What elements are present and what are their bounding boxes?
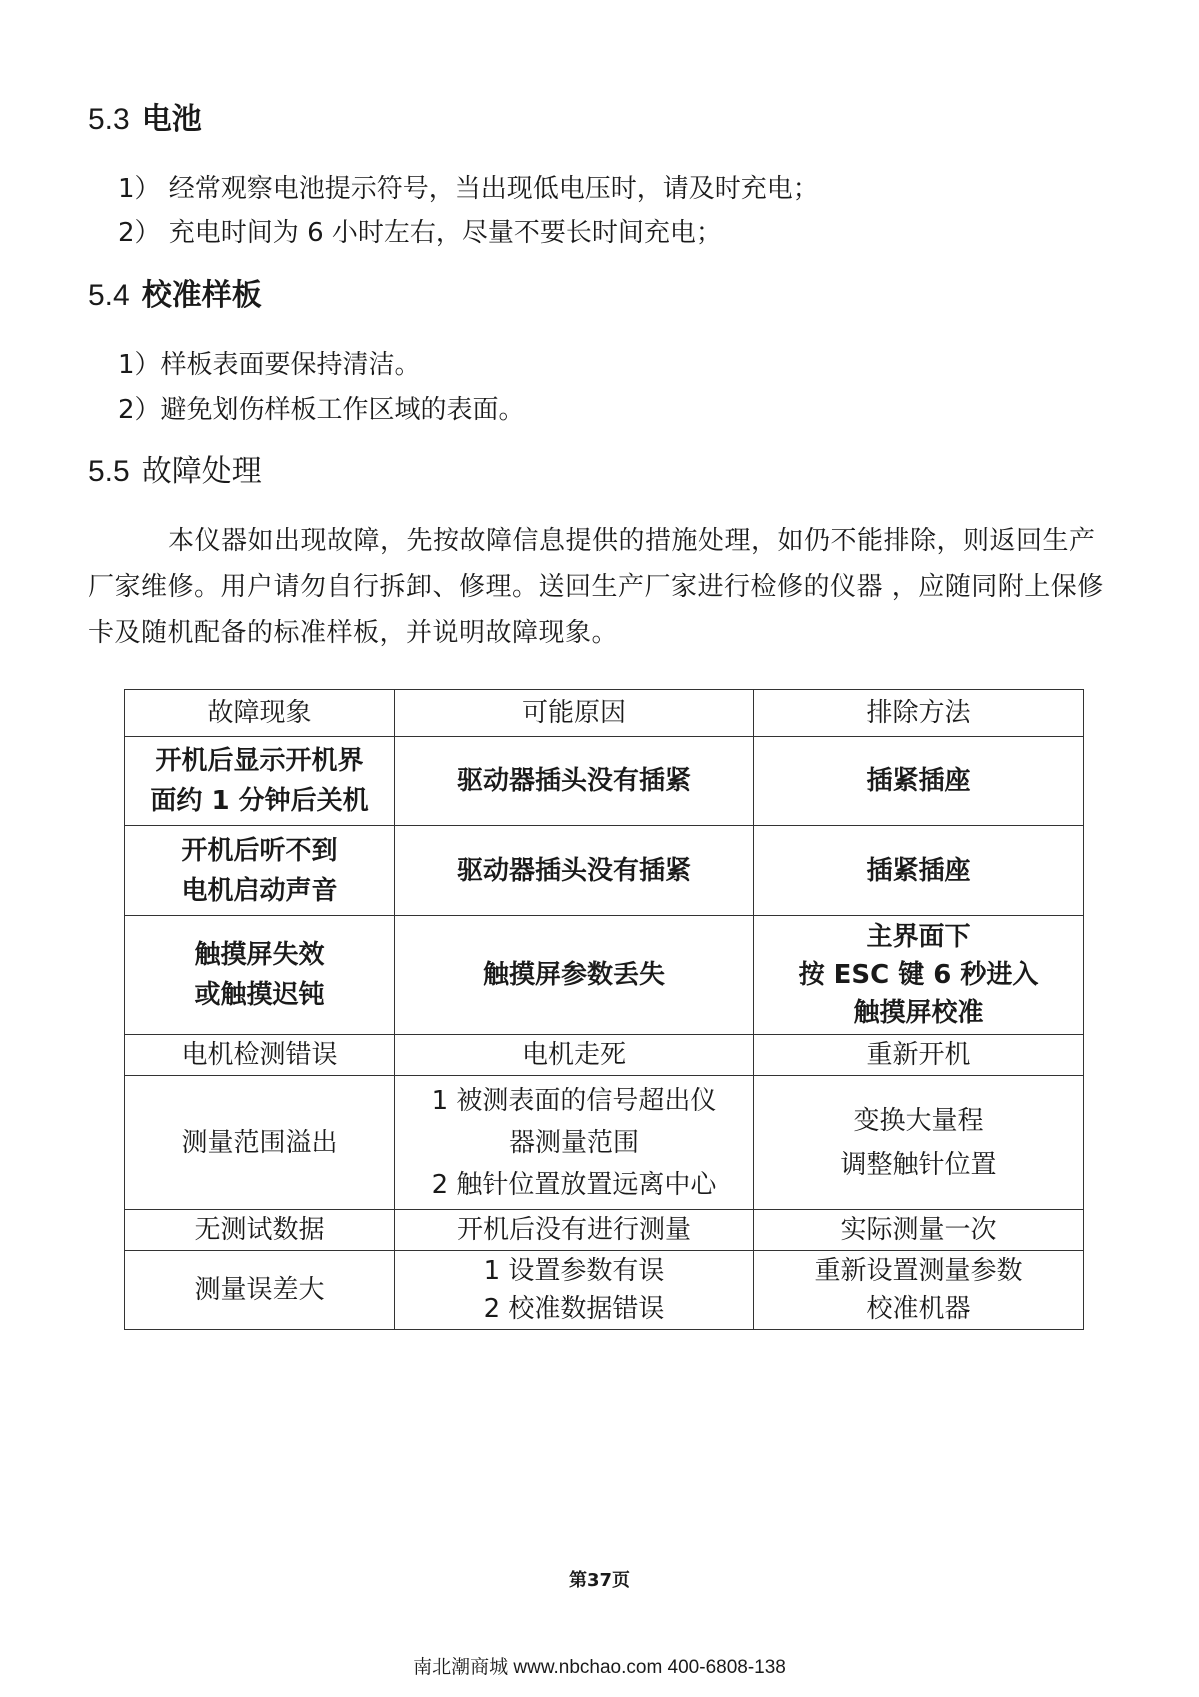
cell-line: 主界面下 — [866, 922, 971, 952]
table-header-row — [125, 690, 1084, 737]
cell-line: 测量误差大 — [194, 1275, 325, 1305]
cell-line: 按 ESC 键 6 秒进入 — [798, 960, 1039, 990]
header-cause: 可能原因 — [395, 690, 754, 737]
cell-line: 1 被测表面的信号超出仪 — [431, 1085, 717, 1116]
cell-line: 驱动器插头没有插紧 — [456, 855, 691, 886]
cause-cell — [395, 1035, 754, 1076]
cell-line: 触摸屏校准 — [853, 998, 984, 1028]
cell-line: 无测试数据 — [194, 1215, 325, 1245]
header-remedy: 排除方法 — [754, 690, 1084, 737]
cell-line: 测量范围溢出 — [181, 1127, 338, 1158]
footer-site-info: 南北潮商城 www.nbchao.com 400-6808-138 — [413, 1657, 786, 1678]
cell-line: 触摸屏失效 — [194, 940, 325, 970]
cell-line: 调整触针位置 — [840, 1149, 997, 1180]
cell-line: 驱动器插头没有插紧 — [456, 766, 691, 796]
symptom-cell — [125, 737, 395, 826]
remedy-cell — [754, 916, 1084, 1035]
section-number: 5.5 — [88, 455, 130, 488]
cell-line: 1 设置参数有误 — [483, 1256, 665, 1286]
list-item: 2）避免划伤样板工作区域的表面。 — [118, 395, 525, 425]
fault-table — [124, 689, 1084, 1330]
list-item: 2） 充电时间为 6 小时左右，尽量不要长时间充电； — [118, 218, 722, 248]
cell-line: 触摸屏参数丢失 — [482, 960, 665, 990]
symptom-cell — [125, 1035, 395, 1076]
section-title: 电池 — [141, 102, 202, 137]
section-heading-5-4 — [88, 276, 262, 316]
cell-line: 电机检测错误 — [181, 1040, 338, 1070]
cell-line: 实际测量一次 — [840, 1215, 997, 1245]
list-item: 1） 经常观察电池提示符号，当出现低电压时，请及时充电； — [118, 174, 819, 204]
section-heading-5-5 — [88, 452, 262, 492]
symptom-cell — [125, 916, 395, 1035]
remedy-cell — [754, 737, 1084, 826]
remedy-cell — [754, 1251, 1084, 1330]
remedy-cell — [754, 1210, 1084, 1251]
cell-line: 重新设置测量参数 — [814, 1256, 1023, 1286]
cell-line: 重新开机 — [866, 1040, 971, 1070]
remedy-cell — [754, 1035, 1084, 1076]
header-symptom: 故障现象 — [125, 690, 395, 737]
symptom-cell — [125, 826, 395, 916]
cell-line: 器测量范围 — [508, 1127, 639, 1158]
cell-line: 面约 1 分钟后关机 — [150, 786, 369, 816]
table-row — [125, 737, 1084, 826]
table-row — [125, 916, 1084, 1035]
table-row — [125, 826, 1084, 916]
paragraph-fault-handling — [88, 518, 1118, 656]
section-number: 5.3 — [88, 103, 130, 136]
section-heading-5-3 — [88, 100, 202, 140]
cell-line: 2 触针位置放置远离中心 — [431, 1169, 717, 1200]
page-number: 第37页 — [568, 1570, 631, 1591]
cause-cell — [395, 826, 754, 916]
cell-line: 插紧插座 — [866, 766, 971, 796]
cell-line: 电机启动声音 — [181, 875, 338, 906]
table-row — [125, 1076, 1084, 1210]
cell-line: 开机后没有进行测量 — [456, 1215, 691, 1245]
remedy-cell — [754, 1076, 1084, 1210]
section-title: 校准样板 — [141, 278, 262, 313]
cell-line: 校准机器 — [866, 1294, 971, 1324]
paragraph-text: 本仪器如出现故障，先按故障信息提供的措施处理，如仍不能排除，则返回生产厂家维修。用户请勿自行拆卸、修理。送回生产厂家进行检修的仪器 ，应随同附上保修卡及随机配备的标准样板，并说明故障现象。 — [88, 526, 1104, 648]
symptom-cell — [125, 1251, 395, 1330]
symptom-cell — [125, 1076, 395, 1210]
section-title: 故障处理 — [141, 454, 262, 489]
cell-line: 插紧插座 — [866, 855, 971, 886]
cause-cell — [395, 737, 754, 826]
cause-cell — [395, 1210, 754, 1251]
cell-line: 开机后显示开机界 — [155, 746, 364, 776]
cell-line: 或触摸迟钝 — [194, 980, 325, 1010]
list-item: 1）样板表面要保持清洁。 — [118, 350, 421, 380]
cell-line: 开机后听不到 — [181, 835, 338, 866]
table-row — [125, 1251, 1084, 1330]
cell-line: 电机走死 — [521, 1040, 626, 1070]
cell-line: 变换大量程 — [853, 1105, 984, 1136]
cell-line: 2 校准数据错误 — [483, 1294, 665, 1324]
cause-cell — [395, 1076, 754, 1210]
table-row — [125, 1035, 1084, 1076]
section-number: 5.4 — [88, 279, 130, 312]
table-row — [125, 1210, 1084, 1251]
symptom-cell — [125, 1210, 395, 1251]
remedy-cell — [754, 826, 1084, 916]
cause-cell — [395, 916, 754, 1035]
cause-cell — [395, 1251, 754, 1330]
